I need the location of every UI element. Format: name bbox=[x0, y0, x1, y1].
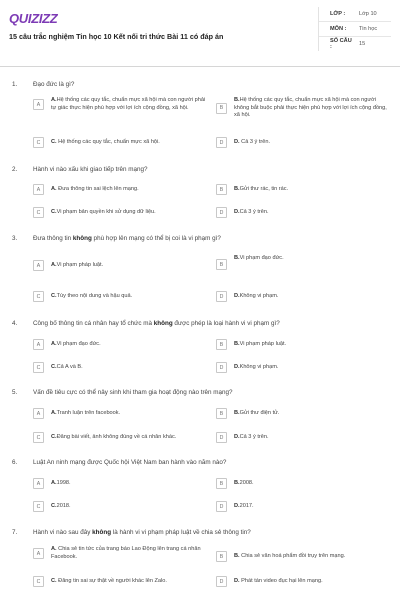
option-letter: B bbox=[216, 478, 227, 489]
option-a[interactable] bbox=[33, 184, 210, 195]
option-letter: A bbox=[33, 99, 44, 110]
option-letter: B bbox=[216, 103, 227, 114]
option-d[interactable] bbox=[216, 291, 390, 302]
option-d[interactable] bbox=[216, 432, 390, 443]
option-letter: B bbox=[216, 259, 227, 270]
option-letter: D bbox=[216, 501, 227, 512]
question-number: 4. bbox=[12, 320, 18, 327]
option-c[interactable] bbox=[33, 291, 210, 302]
option-d[interactable] bbox=[216, 576, 390, 587]
option-letter: C bbox=[33, 207, 44, 218]
option-text: B.Gửi thư rác, tin rác. bbox=[234, 185, 289, 192]
option-a[interactable] bbox=[33, 478, 210, 489]
page-title: 15 câu trắc nghiệm Tin học 10 Kết nối tri thức Bài 11 có đáp án bbox=[9, 32, 224, 41]
option-letter: D bbox=[216, 432, 227, 443]
option-b[interactable] bbox=[216, 408, 390, 419]
option-text: A. Đưa thông tin sai lệch lên mạng. bbox=[51, 185, 139, 192]
option-a[interactable] bbox=[33, 546, 210, 561]
meta-key: SỐ CÂU : bbox=[330, 38, 352, 50]
question-text: Luật An ninh mạng được Quốc hội Việt Nam ban hành vào năm nào? bbox=[33, 459, 227, 466]
option-b[interactable] bbox=[216, 97, 390, 120]
option-letter: D bbox=[216, 362, 227, 373]
question-text: Hành vi nào xấu khi giao tiếp trên mạng? bbox=[33, 166, 148, 173]
option-letter: A bbox=[33, 184, 44, 195]
option-letter: B bbox=[216, 339, 227, 350]
meta-row-count bbox=[319, 37, 391, 51]
question-number: 2. bbox=[12, 166, 18, 173]
option-text: D.Cả 3 ý trên. bbox=[234, 433, 269, 440]
option-letter: B bbox=[216, 551, 227, 562]
option-letter: A bbox=[33, 260, 44, 271]
meta-key: LỚP : bbox=[330, 11, 346, 17]
question-number: 3. bbox=[12, 235, 18, 242]
option-c[interactable] bbox=[33, 207, 210, 218]
page-header bbox=[0, 0, 400, 67]
option-text: D. Phát tán video đục hại lên mạng. bbox=[234, 577, 323, 584]
option-a[interactable] bbox=[33, 97, 210, 112]
option-d[interactable] bbox=[216, 137, 390, 148]
option-letter: A bbox=[33, 339, 44, 350]
option-text: A.Tranh luận trên facebook. bbox=[51, 409, 121, 416]
question-text: Vấn đề tiêu cực có thể nảy sinh khi tham gia hoạt động nào trên mạng? bbox=[33, 389, 233, 396]
option-letter: A bbox=[33, 408, 44, 419]
option-letter: A bbox=[33, 548, 44, 559]
option-a[interactable] bbox=[33, 260, 210, 271]
option-d[interactable] bbox=[216, 207, 390, 218]
meta-value: Lớp 10 bbox=[359, 11, 377, 17]
question-text: Đưa thông tin không phù hợp lên mạng có thể bị coi là vi phạm gì? bbox=[33, 235, 221, 242]
meta-table bbox=[318, 7, 391, 51]
question-number: 6. bbox=[12, 459, 18, 466]
option-text: A.Vi phạm đạo đức. bbox=[51, 340, 101, 347]
option-letter: C bbox=[33, 137, 44, 148]
option-letter: D bbox=[216, 137, 227, 148]
option-text: C.Vi phạm bản quyền khi sử dụng dữ liệu. bbox=[51, 208, 156, 215]
option-text: B.2008. bbox=[234, 479, 254, 486]
option-letter: B bbox=[216, 184, 227, 195]
option-letter: D bbox=[216, 291, 227, 302]
option-text: A.Vi phạm pháp luật. bbox=[51, 261, 104, 268]
option-d[interactable] bbox=[216, 362, 390, 373]
option-text: C. Hệ thống các quy tắc, chuẩn mực xã hội. bbox=[51, 138, 160, 145]
option-text: C.2018. bbox=[51, 502, 71, 509]
question-number: 5. bbox=[12, 389, 18, 396]
option-b[interactable] bbox=[216, 184, 390, 195]
option-d[interactable] bbox=[216, 501, 390, 512]
option-b[interactable] bbox=[216, 551, 390, 562]
option-letter: C bbox=[33, 291, 44, 302]
option-text: A.1998. bbox=[51, 479, 71, 486]
option-text: B.Gửi thư điện tử. bbox=[234, 409, 280, 416]
option-text: B.Vi phạm đạo đức. bbox=[234, 255, 284, 261]
option-b[interactable] bbox=[216, 255, 390, 270]
option-text: D.2017. bbox=[234, 502, 254, 509]
option-text: B.Hệ thống các quy tắc, chuẩn mực xã hội mà con người không bắt buộc phải thực hiện phù hợp với lợi ích cộng đồng, xã hội. bbox=[234, 97, 387, 119]
option-text: C. Đăng tin sai sự thật về người khác lên Zalo. bbox=[51, 577, 167, 584]
question-text: Công bố thông tin cá nhân hay tổ chức mà không được phép là loại hành vi vi phạm gì? bbox=[33, 320, 280, 327]
option-a[interactable] bbox=[33, 339, 210, 350]
option-text: C.Đăng bài viết, ảnh không đúng về cá nhân khác. bbox=[51, 433, 177, 440]
question-text: Hành vi nào sau đây không là hành vi vi phạm pháp luật về chia sẻ thông tin? bbox=[33, 529, 251, 536]
option-text: B. Chia sẻ văn hoá phẩm đồi trụy trên mạng. bbox=[234, 552, 346, 559]
option-letter: B bbox=[216, 408, 227, 419]
option-text: C.Tùy theo nội dung và hậu quả. bbox=[51, 292, 133, 299]
option-letter: C bbox=[33, 362, 44, 373]
question-text: Đạo đức là gì? bbox=[33, 81, 75, 88]
option-c[interactable] bbox=[33, 362, 210, 373]
meta-value: 15 bbox=[359, 41, 366, 47]
option-text: D.Không vi phạm. bbox=[234, 363, 279, 370]
option-c[interactable] bbox=[33, 576, 210, 587]
meta-row-class bbox=[319, 7, 391, 22]
option-text: D.Cả 3 ý trên. bbox=[234, 208, 269, 215]
option-letter: A bbox=[33, 478, 44, 489]
option-text: D. Cả 3 ý trên. bbox=[234, 138, 271, 145]
meta-value: Tin học bbox=[359, 26, 378, 32]
option-text: A. Chia sẻ tin tức của trang báo Lao Động lên trang cá nhân Facebook. bbox=[51, 546, 201, 560]
option-letter: C bbox=[33, 576, 44, 587]
option-b[interactable] bbox=[216, 478, 390, 489]
option-letter: C bbox=[33, 501, 44, 512]
option-b[interactable] bbox=[216, 339, 390, 350]
question-number: 7. bbox=[12, 529, 18, 536]
meta-row-subject bbox=[319, 22, 391, 37]
option-text: A.Hệ thống các quy tắc, chuẩn mực xã hội mà con người phải tự giác thực hiện phù hợp với lợi ích cộng đồng, xã hội. bbox=[51, 97, 206, 111]
option-text: B.Vi phạm pháp luật. bbox=[234, 340, 287, 347]
option-text: D.Không vi phạm. bbox=[234, 292, 279, 299]
option-letter: D bbox=[216, 207, 227, 218]
option-text: C.Cả A và B. bbox=[51, 363, 83, 370]
quizizz-logo[interactable]: QUIZIZZ bbox=[9, 11, 58, 26]
meta-key: MÔN : bbox=[330, 26, 347, 32]
option-letter: D bbox=[216, 576, 227, 587]
option-c[interactable] bbox=[33, 501, 210, 512]
option-letter: C bbox=[33, 432, 44, 443]
question-number: 1. bbox=[12, 81, 18, 88]
option-c[interactable] bbox=[33, 432, 210, 443]
option-c[interactable] bbox=[33, 137, 210, 148]
option-a[interactable] bbox=[33, 408, 210, 419]
